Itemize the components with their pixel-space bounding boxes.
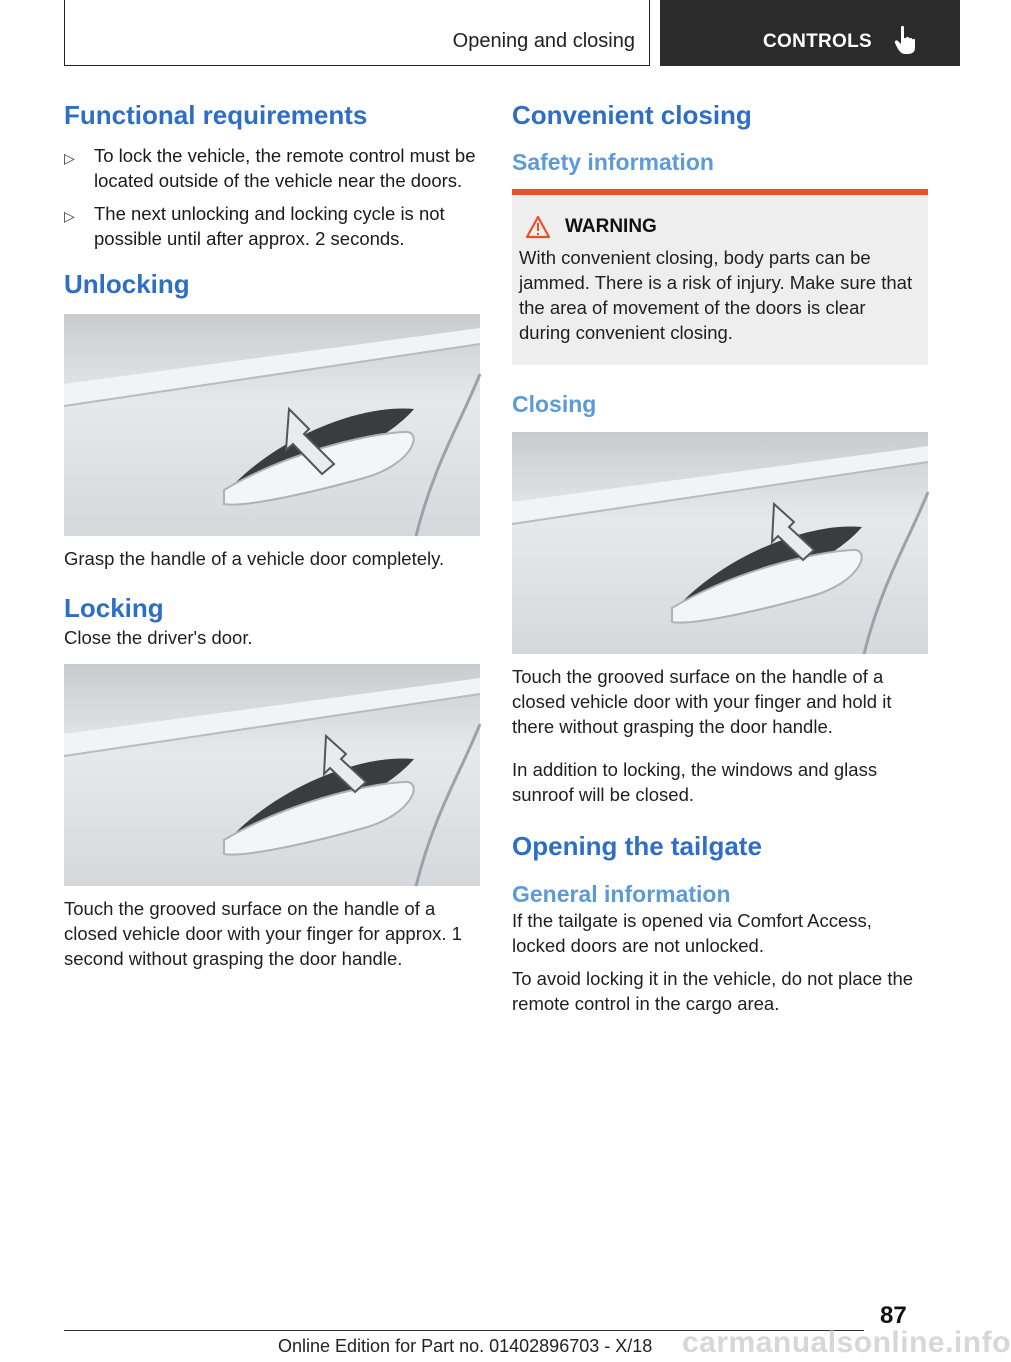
- door-handle-lock-image: [64, 664, 480, 886]
- bullet-triangle-icon: ▷: [64, 150, 75, 167]
- door-handle-close-image: [512, 432, 928, 654]
- bullet-triangle-icon: ▷: [64, 208, 75, 225]
- footer-edition: Online Edition for Part no. 01402896703 - X/18: [278, 1336, 653, 1356]
- closing-caption: Touch the grooved surface on the handle of a closed vehicle door with your finger and hold it there without grasping the door handle.: [512, 666, 892, 738]
- list-item: [64, 201, 480, 251]
- safety-information-subheading: Safety information: [512, 149, 714, 176]
- warning-header: [519, 215, 920, 239]
- chapter-tab[interactable]: [660, 0, 960, 66]
- chapter-tab-label: CONTROLS: [763, 31, 873, 52]
- warning-text: With convenient closing, body parts can be jammed. There is a risk of injury. Make sure that the area of movement of the doors is clear during convenient closing.: [519, 246, 913, 343]
- hand-pointer-icon: [894, 25, 920, 55]
- convenient-closing-heading: Convenient closing: [512, 100, 752, 130]
- header-section-box: [64, 0, 650, 66]
- locking-intro: Close the driver's door.: [64, 626, 253, 648]
- unlocking-heading: Unlocking: [64, 269, 190, 300]
- tailgate-paragraph-2: To avoid locking it in the vehicle, do not place the remote control in the cargo area.: [512, 968, 914, 1015]
- right-column: [512, 100, 928, 1016]
- page-number: 87: [880, 1302, 907, 1329]
- closing-note: In addition to locking, the windows and glass sunroof will be closed.: [512, 759, 878, 806]
- unlocking-caption: Grasp the handle of a vehicle door completely.: [64, 548, 445, 570]
- closing-heading: Closing: [512, 390, 597, 417]
- list-item: [64, 143, 480, 193]
- tailgate-paragraph-1: If the tailgate is opened via Comfort Access, locked doors are not unlocked.: [512, 910, 872, 957]
- list-item-text: The next unlocking and locking cycle is not possible until after approx. 2 seconds.: [94, 203, 445, 250]
- warning-triangle-icon: [525, 215, 551, 239]
- locking-heading: Locking: [64, 593, 164, 624]
- door-handle-unlock-image: [64, 314, 480, 536]
- watermark: carmanualsonline.info: [682, 1326, 1011, 1359]
- section-title: Opening and closing: [452, 30, 635, 52]
- warning-title: WARNING: [565, 215, 657, 237]
- functional-requirements-heading: Functional requirements: [64, 100, 368, 130]
- opening-tailgate-heading: Opening the tailgate: [512, 831, 762, 862]
- warning-box: [512, 189, 928, 365]
- left-column: [64, 100, 480, 971]
- general-information-subheading: General information: [512, 880, 731, 907]
- requirements-list: [64, 143, 480, 251]
- locking-caption: Touch the grooved surface on the handle of a closed vehicle door with your finger for approx. 1 second without grasping the door handle.: [64, 897, 462, 969]
- list-item-text: To lock the vehicle, the remote control must be located outside of the vehicle near the doors.: [94, 145, 476, 192]
